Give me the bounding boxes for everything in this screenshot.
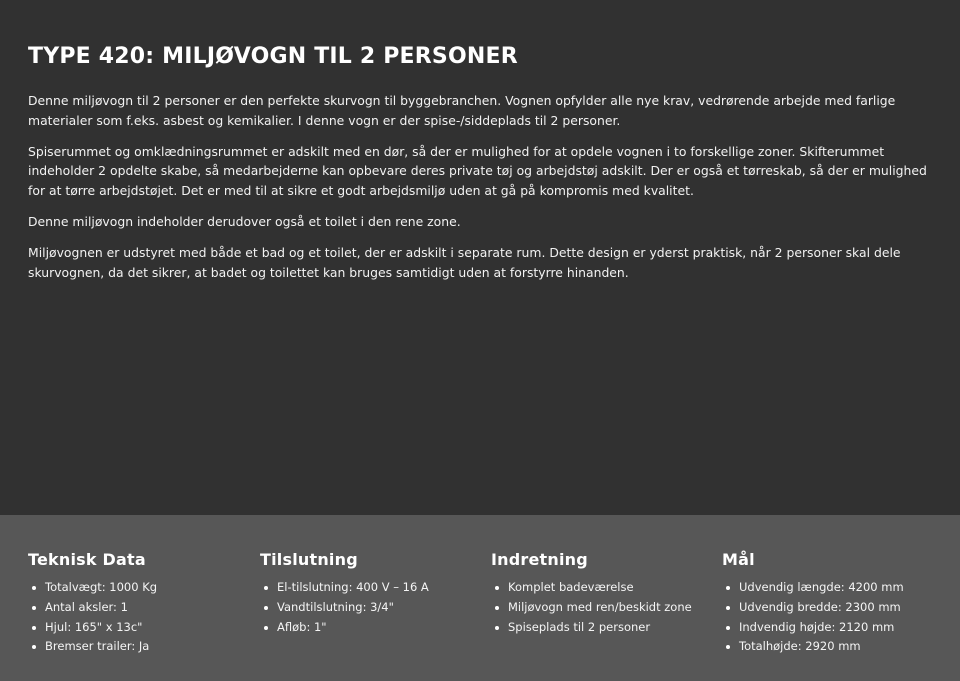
spec-column-technical-data — [28, 549, 248, 657]
spec-item: Udvendig bredde: 2300 mm — [722, 598, 942, 618]
spec-item: Komplet badeværelse — [491, 578, 711, 598]
description-text — [28, 91, 932, 293]
spec-list — [260, 578, 480, 637]
spec-heading: Mål — [722, 550, 755, 569]
spec-item: Bremser trailer: Ja — [28, 637, 248, 657]
spec-item: Spiseplads til 2 personer — [491, 618, 711, 638]
spec-list — [491, 578, 711, 637]
description-paragraph-2: Spiserummet og omklædningsrummet er adskilt med en dør, så der er mulighed for at opdele vognen i to forskellige zoner. Skifterummet indeholder 2 opdelte skabe, så medarbejderne kan opbevare deres private tøj og arbejdstøj adskilt. Der er også et tørreskab, så der er mulighed for at tørre arbejdstøjet. Det er med til at sikre et godt arbejdsmiljø uden at gå på kompromis med kvalitet. — [28, 143, 927, 199]
spec-item: Miljøvogn med ren/beskidt zone — [491, 598, 711, 618]
spec-item: Vandtilslutning: 3/4" — [260, 598, 480, 618]
spec-item: Udvendig længde: 4200 mm — [722, 578, 942, 598]
spec-item: Hjul: 165" x 13c" — [28, 618, 248, 638]
spec-list — [722, 578, 942, 657]
spec-column-dimensions — [722, 549, 942, 657]
spec-heading: Teknisk Data — [28, 550, 146, 569]
spec-heading: Tilslutning — [260, 550, 358, 569]
description-paragraph-1: Denne miljøvogn til 2 personer er den perfekte skurvogn til byggebranchen. Vognen opfylder alle nye krav, vedrørende arbejde med farlige materialer som f.eks. asbest og kemikalier. I denne vogn er der spise-/siddeplads til 2 personer. — [28, 93, 896, 128]
spec-item: Indvendig højde: 2120 mm — [722, 618, 942, 638]
spec-item: Afløb: 1" — [260, 618, 480, 638]
spec-column-layout — [491, 549, 711, 637]
spec-list — [28, 578, 248, 657]
specifications-section — [0, 515, 960, 681]
spec-column-connection — [260, 549, 480, 637]
description-paragraph-3: Denne miljøvogn indeholder derudover også et toilet i den rene zone. — [28, 213, 461, 229]
page-title: TYPE 420: MILJØVOGN TIL 2 PERSONER — [28, 44, 518, 69]
spec-item: Totalhøjde: 2920 mm — [722, 637, 942, 657]
spec-item: Totalvægt: 1000 Kg — [28, 578, 248, 598]
description-paragraph-4: Miljøvognen er udstyret med både et bad og et toilet, der er adskilt i separate rum. Dette design er yderst praktisk, når 2 personer skal dele skurvognen, da det sikrer, at badet og toilettet kan bruges samtidigt uden at forstyrre hinanden. — [28, 244, 901, 280]
spec-item: El-tilslutning: 400 V – 16 A — [260, 578, 480, 598]
spec-heading: Indretning — [491, 550, 588, 569]
spec-item: Antal aksler: 1 — [28, 598, 248, 618]
